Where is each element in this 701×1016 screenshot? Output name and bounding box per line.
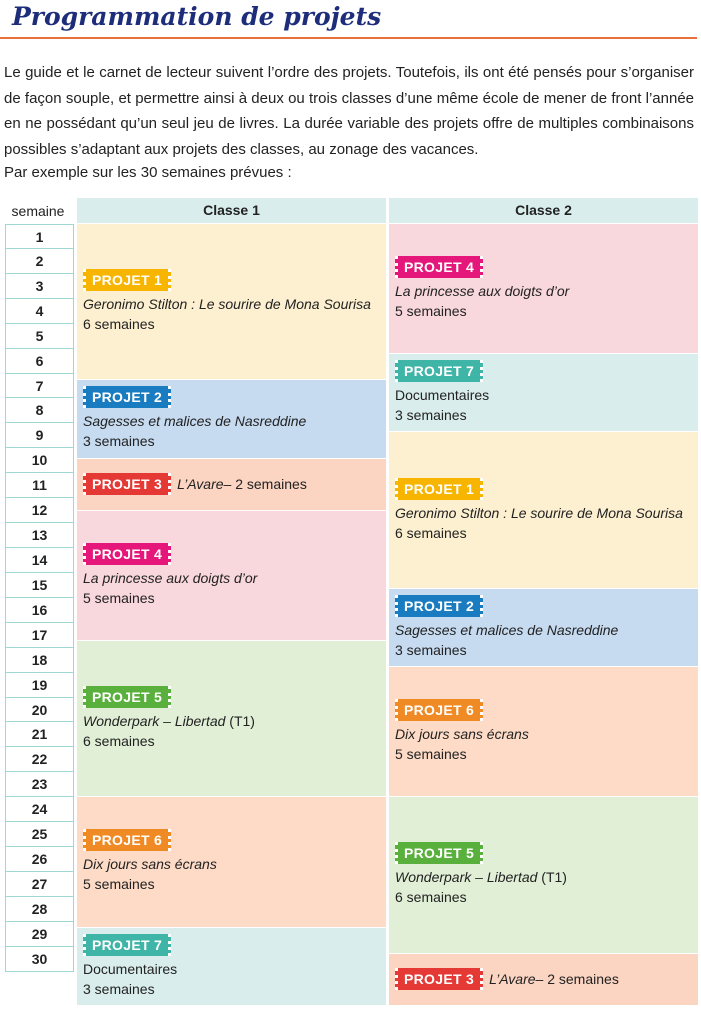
project-title: Wonderpark – Libertad	[83, 713, 226, 730]
project-badge: PROJET 3	[395, 968, 483, 990]
project-badge-wrap	[83, 543, 386, 568]
project-badge: PROJET 1	[83, 269, 171, 291]
week-number: 21	[5, 722, 74, 747]
title-underline	[0, 37, 697, 39]
classe1-project-block	[77, 380, 386, 457]
classe2-project-block	[389, 589, 698, 666]
intro-paragraph: Le guide et le carnet de lecteur suivent l’ordre des projets. Toutefois, ils ont été pensés pour s’organiser de façon souple, et permettre ainsi à deux ou trois classes d’une même école de mener de front l’année en ne possédant qu’un seul jeu de livres. La durée variable des projets offre de multiples combinaisons possibles s’adaptant aux projets des classes, au zonage des vacances.	[4, 64, 694, 158]
project-title-line	[395, 281, 698, 301]
project-duration: 6 semaines	[395, 524, 467, 541]
week-number: 3	[5, 274, 74, 299]
week-number: 28	[5, 897, 74, 922]
project-title: L’Avare	[489, 971, 536, 988]
classe1-project-block	[77, 511, 386, 640]
project-inline-row	[395, 968, 698, 990]
week-number: 5	[5, 324, 74, 349]
project-duration: 6 semaines	[83, 733, 155, 750]
project-duration: 6 semaines	[83, 316, 155, 333]
project-badge-wrap	[83, 386, 386, 411]
semaine-header: semaine	[11, 203, 65, 219]
project-badge: PROJET 3	[83, 473, 171, 495]
week-number: 17	[5, 623, 74, 648]
project-badge-wrap	[395, 256, 698, 281]
week-number: 11	[5, 473, 74, 498]
project-title: Geronimo Stilton : Le sourire de Mona Sourisa	[395, 504, 683, 521]
page-title: Programmation de projets	[12, 2, 382, 31]
week-number: 6	[5, 349, 74, 374]
project-duration: – 2 semaines	[223, 476, 307, 493]
classe1-project-block	[77, 641, 386, 796]
project-badge: PROJET 6	[83, 829, 171, 851]
week-number: 8	[5, 398, 74, 423]
project-badge: PROJET 5	[395, 842, 483, 864]
project-badge-wrap	[395, 478, 698, 503]
week-number: 23	[5, 772, 74, 797]
project-badge-wrap	[395, 360, 698, 385]
project-duration: 5 semaines	[395, 746, 467, 763]
project-badge: PROJET 2	[83, 386, 171, 408]
project-duration: 3 semaines	[395, 407, 467, 424]
week-number: 16	[5, 598, 74, 623]
week-number: 10	[5, 448, 74, 473]
project-title-suffix: (T1)	[537, 869, 567, 886]
project-title-line	[395, 867, 698, 887]
week-number: 26	[5, 847, 74, 872]
project-duration: 3 semaines	[83, 433, 155, 450]
project-title-line	[395, 503, 698, 523]
week-number: 27	[5, 872, 74, 897]
project-title: L’Avare	[177, 476, 224, 493]
project-duration: 5 semaines	[83, 876, 155, 893]
week-number: 15	[5, 573, 74, 598]
week-number: 22	[5, 747, 74, 772]
project-duration: 5 semaines	[395, 303, 467, 320]
project-title-line	[395, 724, 698, 744]
week-number: 24	[5, 797, 74, 822]
project-badge-wrap	[395, 595, 698, 620]
project-badge-wrap	[83, 934, 386, 959]
project-title-suffix: (T1)	[225, 713, 255, 730]
week-number: 29	[5, 922, 74, 947]
project-duration: 3 semaines	[83, 980, 155, 997]
project-title-line	[395, 620, 698, 640]
week-number: 1	[5, 224, 74, 249]
project-title: Geronimo Stilton : Le sourire de Mona Sourisa	[83, 296, 371, 313]
project-title: Wonderpark – Libertad	[395, 869, 538, 886]
project-title-line	[395, 385, 698, 405]
project-title: Dix jours sans écrans	[83, 856, 217, 873]
project-title: Documentaires	[395, 387, 490, 404]
project-title: Sagesses et malices de Nasreddine	[83, 413, 307, 430]
project-badge-wrap	[83, 829, 386, 854]
project-title: La princesse aux doigts d’or	[83, 569, 258, 586]
project-title-line	[83, 294, 386, 314]
project-duration: 6 semaines	[395, 889, 467, 906]
week-number: 18	[5, 648, 74, 673]
project-badge: PROJET 7	[83, 934, 171, 956]
week-number: 4	[5, 299, 74, 324]
week-number: 14	[5, 548, 74, 573]
classe1-project-block	[77, 928, 386, 1005]
project-duration: 3 semaines	[395, 641, 467, 658]
classe1-project-block	[77, 459, 386, 510]
project-badge: PROJET 5	[83, 686, 171, 708]
classe2-project-block	[389, 224, 698, 353]
classe1-project-block	[77, 797, 386, 926]
project-title: Dix jours sans écrans	[395, 726, 529, 743]
week-number: 19	[5, 673, 74, 698]
week-number: 9	[5, 423, 74, 448]
project-title: Documentaires	[83, 960, 178, 977]
project-badge: PROJET 7	[395, 360, 483, 382]
classe2-header: Classe 2	[389, 198, 698, 223]
example-caption: Par exemple sur les 30 semaines prévues :	[4, 164, 292, 181]
classe2-project-block	[389, 432, 698, 587]
project-title: Sagesses et malices de Nasreddine	[395, 621, 619, 638]
project-badge: PROJET 2	[395, 595, 483, 617]
classe2-project-block	[389, 354, 698, 431]
classe2-project-block	[389, 954, 698, 1005]
week-number: 7	[5, 374, 74, 399]
week-column	[5, 224, 74, 972]
project-badge-wrap	[395, 842, 698, 867]
project-title-line	[83, 568, 386, 588]
week-number: 25	[5, 822, 74, 847]
classe2-project-block	[389, 797, 698, 952]
project-badge: PROJET 6	[395, 699, 483, 721]
project-title-line	[83, 411, 386, 431]
project-badge-wrap	[83, 686, 386, 711]
week-number: 2	[5, 249, 74, 274]
project-badge-wrap	[83, 269, 386, 294]
project-title-line	[83, 711, 386, 731]
project-badge: PROJET 4	[395, 256, 483, 278]
classe2-project-block	[389, 667, 698, 796]
week-number: 13	[5, 523, 74, 548]
week-number: 20	[5, 698, 74, 723]
project-badge: PROJET 1	[395, 478, 483, 500]
project-duration: 5 semaines	[83, 589, 155, 606]
project-badge: PROJET 4	[83, 543, 171, 565]
classe1-project-block	[77, 224, 386, 379]
project-title-line	[83, 959, 386, 979]
project-inline-row	[83, 473, 386, 495]
classe1-header: Classe 1	[77, 198, 386, 223]
week-number: 30	[5, 947, 74, 972]
project-title-line	[83, 854, 386, 874]
project-title: La princesse aux doigts d’or	[395, 283, 570, 300]
project-badge-wrap	[395, 699, 698, 724]
week-number: 12	[5, 498, 74, 523]
project-duration: – 2 semaines	[535, 971, 619, 988]
